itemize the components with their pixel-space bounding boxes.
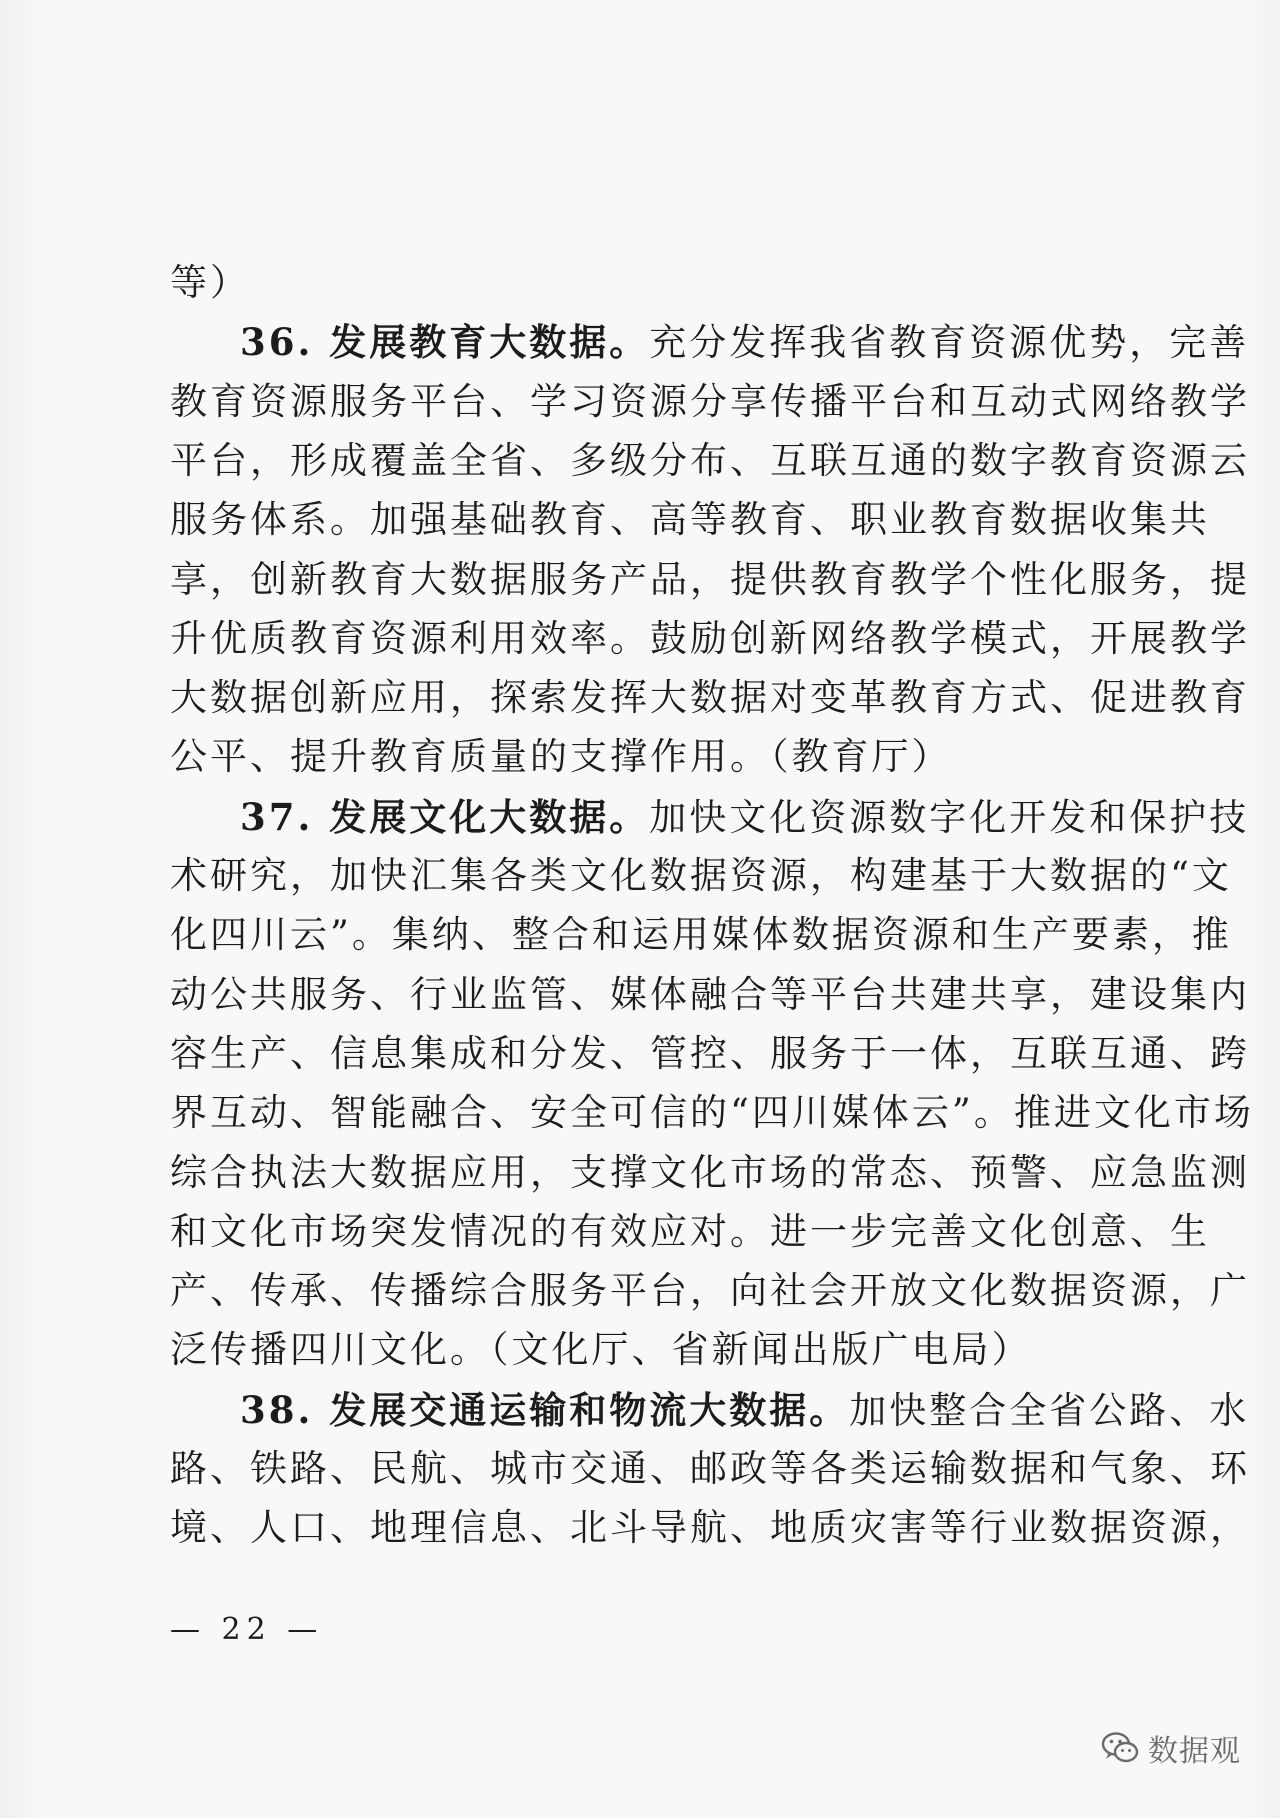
line-text: 化四川云”。集纳、整合和运用媒体数据资源和生产要素，推 <box>170 913 1232 956</box>
line-text: 大数据创新应用，探索发挥大数据对变革教育方式、促进教育 <box>170 676 1250 719</box>
line-text: 升优质教育资源利用效率。鼓励创新网络教学模式，开展教学 <box>170 617 1250 660</box>
body-text-line <box>170 1325 1115 1375</box>
body-text-line <box>170 1207 1210 1257</box>
line-text: 享，创新教育大数据服务产品，提供教育教学个性化服务，提 <box>170 558 1250 601</box>
line-text: 综合执法大数据应用，支撑文化市场的常态、预警、应急监测 <box>170 1151 1250 1194</box>
body-text-line <box>170 732 1115 782</box>
watermark <box>1100 1724 1241 1772</box>
section-heading: 38. 发展交通运输和物流大数据。 <box>240 1388 850 1432</box>
body-text-line <box>170 495 1210 545</box>
section-heading: 36. 发展教育大数据。 <box>240 320 650 364</box>
body-text-line <box>170 1148 1250 1198</box>
section-heading-line <box>240 317 1250 368</box>
line-text: 教育资源服务平台、学习资源分享传播平台和互动式网络教学 <box>170 380 1250 423</box>
line-text: 容生产、信息集成和分发、管控、服务于一体，互联互通、跨 <box>170 1032 1250 1075</box>
body-text-line <box>170 851 1232 901</box>
section-heading-line <box>240 792 1250 843</box>
line-text: 路、铁路、民航、城市交通、邮政等各类运输数据和气象、环 <box>170 1447 1250 1490</box>
body-text-line <box>170 673 1250 723</box>
page-number: — 22 — <box>170 1612 324 1647</box>
line-text: 泛传播四川文化。（文化厅、省新闻出版广电局） <box>170 1328 1032 1371</box>
line-text: 境、人口、地理信息、北斗导航、地质灾害等行业数据资源， <box>170 1506 1250 1549</box>
body-text-line <box>170 1029 1250 1079</box>
section-heading-line <box>240 1385 1250 1436</box>
body-text-line <box>170 1088 1254 1138</box>
body-text-line <box>170 258 1115 308</box>
line-text: 加快文化资源数字化开发和保护技 <box>649 796 1250 839</box>
line-text: 等） <box>170 261 250 304</box>
watermark-text: 数据观 <box>1148 1734 1241 1769</box>
line-text: 加快整合全省公路、水 <box>849 1389 1250 1432</box>
body-text-line <box>170 377 1250 427</box>
body-text-line <box>170 555 1250 605</box>
section-heading: 37. 发展文化大数据。 <box>240 795 650 839</box>
body-text-line <box>170 1266 1250 1316</box>
body-text-line <box>170 1444 1250 1494</box>
body-text-line <box>170 614 1250 664</box>
line-text: 和文化市场突发情况的有效应对。进一步完善文化创意、生 <box>170 1210 1210 1253</box>
line-text: 公平、提升教育质量的支撑作用。（教育厅） <box>170 735 952 778</box>
wechat-official-account-icon <box>1100 1730 1140 1766</box>
body-text-line <box>170 1503 1250 1553</box>
body-text-line <box>170 970 1250 1020</box>
body-text-line <box>170 910 1232 960</box>
line-text: 服务体系。加强基础教育、高等教育、职业教育数据收集共 <box>170 498 1210 541</box>
line-text: 平台，形成覆盖全省、多级分布、互联互通的数字教育资源云 <box>170 439 1250 482</box>
line-text: 界互动、智能融合、安全可信的“四川媒体云”。推进文化市场 <box>170 1091 1254 1134</box>
line-text: 动公共服务、行业监管、媒体融合等平台共建共享，建设集内 <box>170 973 1250 1016</box>
body-text-line <box>170 436 1250 486</box>
line-text: 充分发挥我省教育资源优势，完善 <box>649 321 1250 364</box>
line-text: 产、传承、传播综合服务平台，向社会开放文化数据资源，广 <box>170 1269 1250 1312</box>
line-text: 术研究，加快汇集各类文化数据资源，构建基于大数据的“文 <box>170 854 1232 897</box>
